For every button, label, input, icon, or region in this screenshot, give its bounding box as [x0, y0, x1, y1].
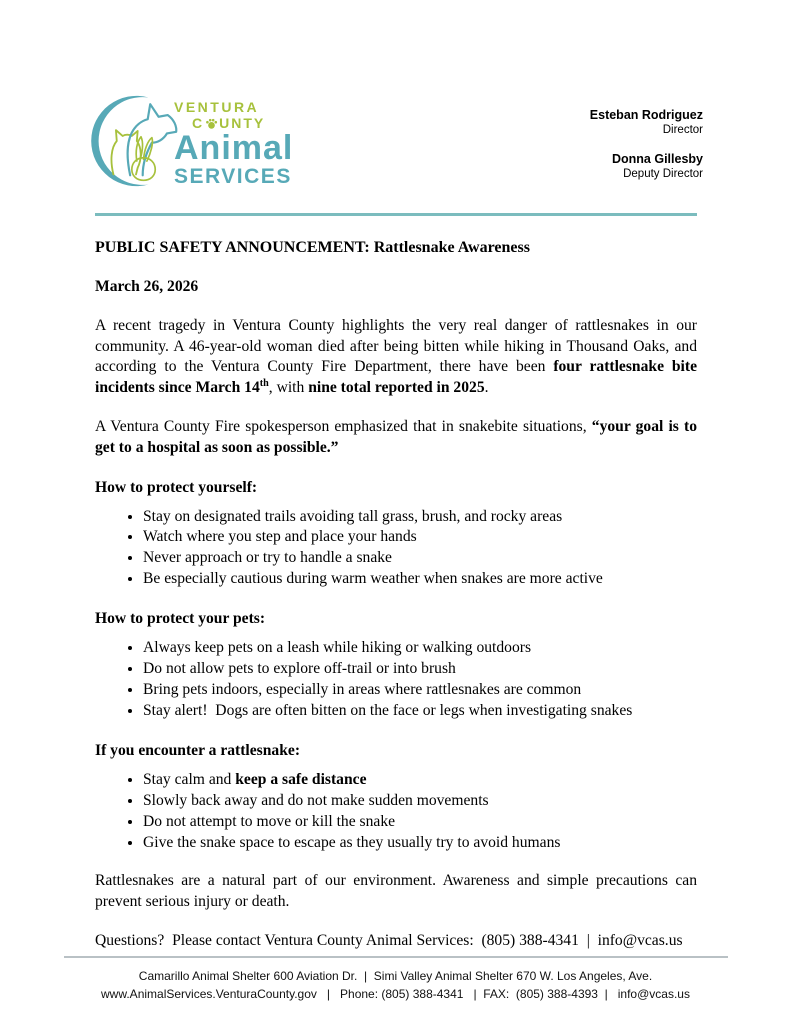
bullet-item: • Stay calm and keep a safe distance [143, 770, 697, 791]
bullet-item: • Always keep pets on a leash while hiking or walking outdoors [143, 638, 697, 659]
bullet-item: • Stay on designated trails avoiding tall grass, brush, and rocky areas [143, 507, 697, 528]
date-line: March 26, 2026 [95, 278, 199, 295]
crescent-shape [91, 96, 148, 186]
bullet-item: • Give the snake space to escape as they usually try to avoid humans [143, 833, 697, 854]
logo-wordmark [174, 88, 293, 187]
director-name: Esteban Rodriguez [589, 108, 703, 122]
deputy-director-title: Deputy Director [623, 168, 703, 180]
logo-services-text: SERVICES [174, 165, 292, 188]
deputy-director-name: Donna Gillesby [612, 152, 703, 166]
staff-block [590, 108, 703, 196]
page-title: PUBLIC SAFETY ANNOUNCEMENT: Rattlesnake Awareness [95, 239, 530, 256]
section-heading-encounter: If you encounter a rattlesnake: [95, 741, 301, 759]
contact-line: Questions? Please contact Ventura County Animal Services: (805) 388-4341 | info@vcas.us [95, 932, 683, 950]
bullet-list-encounter [95, 770, 697, 854]
footer [0, 968, 791, 1003]
intro-paragraph: A recent tragedy in Ventura County highlights the very real danger of rattlesnakes in our community. A 46-year-old woman died after being bitten while hiking in Thousand Oaks, and according to the Ventura County Fire Department, there have been four rattlesnake bite incidents since March 14th, with nine total reported in 2025. [95, 316, 697, 397]
bullet-list-protect-pets [95, 638, 697, 722]
bullet-item: • Bring pets indoors, especially in areas where rattlesnakes are common [143, 680, 697, 701]
section-heading-protect-pets: How to protect your pets: [95, 610, 266, 628]
letter-body [95, 237, 697, 970]
spokesperson-paragraph: A Ventura County Fire spokesperson emphasized that in snakebite situations, “your goal is to get to a hospital as soon as possible.” [95, 417, 698, 456]
closing-paragraph: Rattlesnakes are a natural part of our environment. Awareness and simple precautions can prevent serious injury or death. [95, 872, 697, 911]
footer-addresses: Camarillo Animal Shelter 600 Aviation Dr. | Simi Valley Animal Shelter 670 W. Los Angeles, Ave. [138, 969, 653, 983]
vcas-logo [90, 88, 293, 194]
bullet-item: • Never approach or try to handle a snake [143, 548, 697, 569]
logo-animal-text: Animal [174, 129, 294, 167]
director-title: Director [662, 124, 703, 136]
footer-contacts: www.AnimalServices.VenturaCounty.gov | Phone: (805) 388-4341 | FAX: (805) 388-4393 | info@vcas.us [101, 986, 690, 1001]
bullet-list-protect-yourself [95, 507, 697, 591]
deputy-director-entry [590, 152, 703, 181]
bullet-item: • Be especially cautious during warm weather when snakes are more active [143, 569, 697, 590]
bullet-item: • Watch where you step and place your hands [143, 527, 697, 548]
logo-county-unty: UNTY [219, 115, 266, 131]
bullet-item: • Do not attempt to move or kill the snake [143, 812, 697, 833]
footer-divider [64, 956, 728, 958]
logo-animals-icon [90, 88, 182, 194]
bullet-item: • Slowly back away and do not make sudden movements [143, 791, 697, 812]
logo-ventura-text: VENTURA [174, 99, 260, 115]
bullet-item: • Stay alert! Dogs are often bitten on the face or legs when investigating snakes [143, 701, 697, 722]
logo-county-c: C [192, 115, 205, 131]
logo-county-text [192, 116, 293, 130]
bullet-item: • Do not allow pets to explore off-trail or into brush [143, 659, 697, 680]
paw-icon [205, 117, 218, 130]
director-entry [590, 108, 703, 137]
section-heading-protect-yourself: How to protect yourself: [95, 478, 258, 496]
teal-divider [95, 213, 697, 216]
